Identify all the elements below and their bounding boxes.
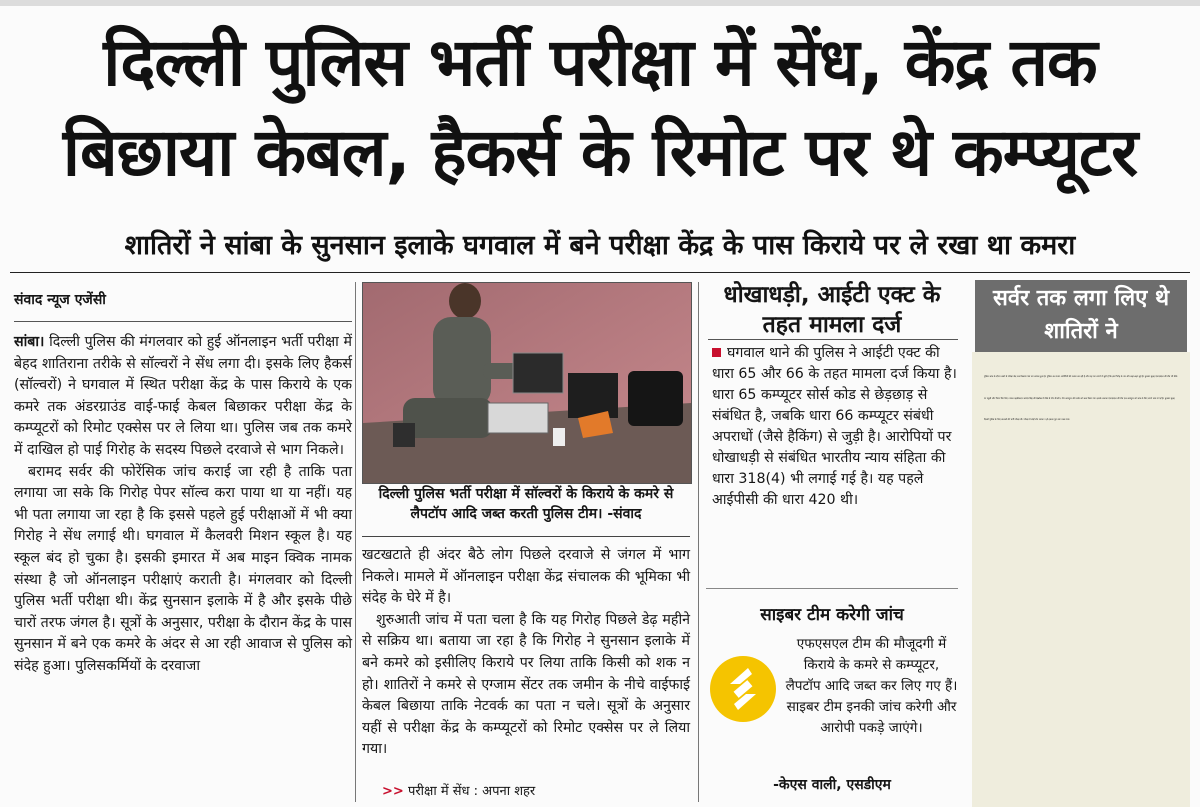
it-act-rule [708, 339, 958, 340]
byline-rule [14, 321, 352, 322]
story-paragraph-3: खटखटाते ही अंदर बैठे लोग पिछले दरवाजे से जंगल में भाग निकले। मामले में ऑनलाइन परीक्षा केंद्र संचालक की भूमिका भी संदेह के घेरे में है। [362, 547, 690, 607]
cyber-logo-icon [708, 654, 778, 724]
server-box-body [972, 352, 1190, 807]
red-bullet-icon [712, 348, 721, 357]
server-box-heading: सर्वर तक लगा लिए थे शातिरों ने [975, 280, 1187, 354]
story-paragraph-2: बरामद सर्वर की फोरेंसिक जांच कराई जा रही है ताकि पता लगाया जा सके कि गिरोह पेपर सॉल्व करा पाया था या नहीं। यह भी पता लगाया जा रहा है कि इससे पहले हुई परीक्षाओं में भी क्या गिरोह ने सेंध लगाई थी। घगवाल में कैलवरी मिशन स्कूल है। यह स्कूल बंद हो चुका है। इसकी इमारत में अब माइन क्विक नामक संस्था है जो ऑनलाइन परीक्षाएं कराती है। मंगलवार को दिल्ली पुलिस भर्ती परीक्षा थी। केंद्र सुनसान इलाके में है और इसके पीछे चारों तरफ जंगल है। सूत्रों के अनुसार, परीक्षा के दौरान केंद्र के पास सुनसान में बने एक कमरे के अंदर से आ रही आवाज से पुलिस को संदेह हुआ। पुलिसकर्मियों के दरवाजा [14, 463, 352, 674]
caption-rule [362, 536, 690, 537]
dateline: सांबा। [14, 334, 45, 350]
jump-text: परीक्षा में सेंध : अपना शहर [407, 784, 536, 799]
cyber-signature: -केएस वाली, एसडीएम [773, 777, 891, 793]
main-story-column-2 [362, 545, 690, 761]
story-paragraph-1 [14, 332, 352, 462]
subheadline: शातिरों ने सांबा के सुनसान इलाके घगवाल में बने परीक्षा केंद्र के पास किराये पर ले रखा था कमरा [124, 230, 1076, 261]
column-divider [698, 282, 699, 802]
byline: संवाद न्यूज एजेंसी [14, 292, 106, 308]
photo-caption: दिल्ली पुलिस भर्ती परीक्षा में सॉल्वरों के किराये के कमरे से लैपटॉप आदि जब्त करती पुलिस टीम। -संवाद [378, 486, 674, 522]
page-top-strip [0, 0, 1200, 6]
cyber-heading: साइबर टीम करेगी जांच [760, 605, 904, 625]
headline-line-2: बिछाया केबल, हैकर्स के रिमोट पर थे कम्प्यूटर [62, 114, 1138, 191]
news-photo [362, 282, 692, 484]
headline-line-1: दिल्ली पुलिस भर्ती परीक्षा में सेंध, केंद्र तक [103, 24, 1097, 101]
it-act-text: घगवाल थाने की पुलिस ने आईटी एक्ट की धारा 65 और 66 के तहत मामला दर्ज किया है। धारा 65 कम्प्यूटर सोर्स कोड से छेड़छाड़ से संबंधित है, जबकि धारा 66 कम्प्यूटर संबंधी अपराधों (जैसे हैकिंग) से जुड़ी है। आरोपियों पर धोखाधड़ी से संबंधित भारतीय न्याय संहिता की धारा 318(4) भी लगाई गई है। यह पहले आईपीसी की धारा 420 थी। [712, 345, 957, 508]
story-paragraph-1-text: दिल्ली पुलिस की मंगलवार को हुई ऑनलाइन भर्ती परीक्षा में बेहद शातिराना तरीके से सॉल्वरों ने सेंध लगा दी। इसके लिए हैकर्स (सॉल्वरों) ने घगवाल में स्थित परीक्षा केंद्र के पास किराये के एक कमरे तक अंडरग्राउंड वाई-फाई केबल बिछाकर परीक्षा केंद्र के कम्प्यूटरों को रिमोट एक्सेस पर ले लिया था। पुलिस जब तक कमरे में दाखिल हो पाई गिरोह के सदस्य पिछले दरवाजे से भाग निकले। [14, 334, 352, 458]
jump-arrows: >> [382, 784, 404, 799]
cyber-top-rule [706, 588, 958, 589]
it-act-body [712, 343, 958, 511]
story-paragraph-4: शुरुआती जांच में पता चला है कि यह गिरोह पिछले डेढ़ महीने से सक्रिय था। बताया जा रहा है कि गिरोह ने सुनसान इलाके में बने कमरे को इसीलिए किराये पर लिया ताकि किसी को शक न हो। शातिरों ने कमरे से एग्जाम सेंटर तक जमीन के नीचे वाईफाई केबल बिछाया ताकि नेटवर्क का पता न चले। सूत्रों के अनुसार यहीं से परीक्षा केंद्र के कम्प्यूटरों को रिमोट एक्सेस पर ले लिया गया। [362, 611, 690, 758]
jump-line [382, 781, 535, 799]
cyber-body: एफएसएल टीम की मौजूदगी में किराये के कमरे से कम्प्यूटर, लैपटॉप आदि जब्त कर लिए गए हैं। साइबर टीम इनकी जांच करेगी और आरोपी पकड़े जाएंगे। [785, 636, 958, 736]
server-box-text: पुलिस जांच के दौरान कमरे से परीक्षा केंद्र तक बिछाया गया तार बरामद हुआ है। पुलिस अब फरार आरोपियों की तलाश कर रही है और यह पता लगाने में जुटी है कि इस गिरोह के तार और कहां-कहां जुड़े हैं। बुधवार सुबह एफएसएल की टीम भी मौके पर पहुंची और फिंगर प्रिंट लिए। नायब तहसीलदार जगदेव सिंह की देखरेख में मौके से तीन लैपटॉप, तीन कम्प्यूटर और सर्वर को जब्त किया गया। इसके अलावा एफएसएल की टीम एक कम्प्यूटर को जांच के लिए अपने साथ ले गई है। बुधवार सुबह दिल्ली पुलिस के लिए चालकों की भर्ती परीक्षा थी। परीक्षा में कोई शोर शराबा न हो इसका पूरा ध्यान रखा गया। [984, 375, 1178, 422]
column-divider [355, 282, 356, 802]
it-act-heading: धोखाधड़ी, आईटी एक्ट के तहत मामला दर्ज [723, 282, 941, 338]
headline-divider [10, 272, 1190, 273]
photo-illustration [363, 283, 691, 483]
main-story-column-1 [14, 290, 352, 678]
